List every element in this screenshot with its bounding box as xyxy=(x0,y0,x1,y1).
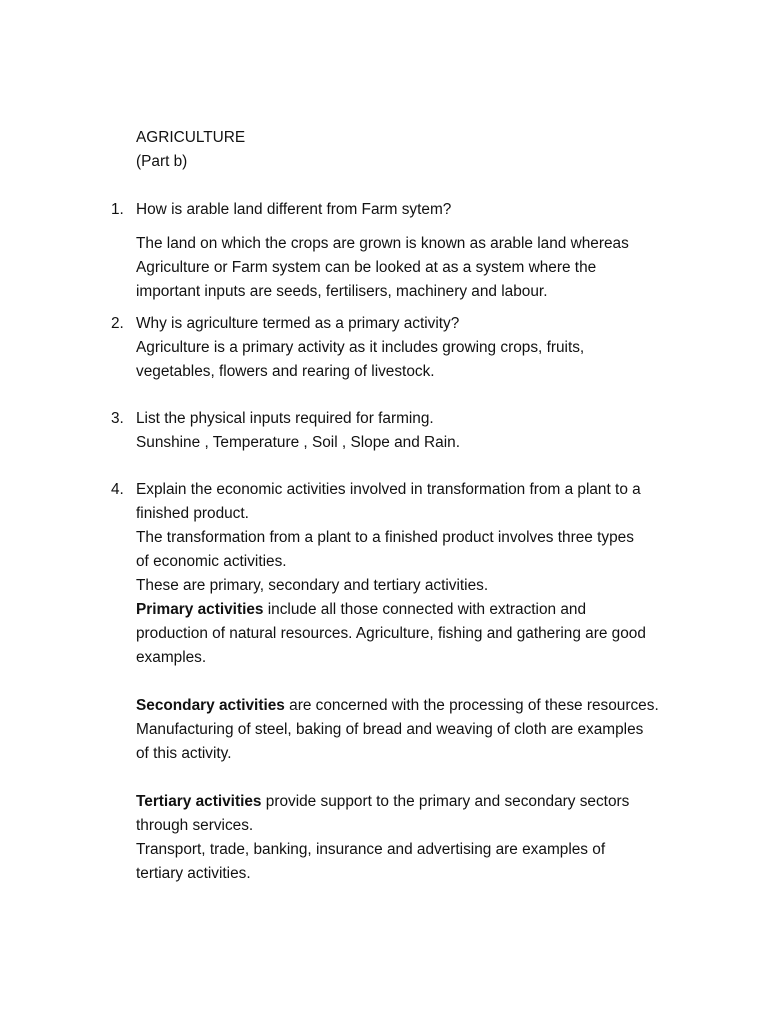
primary-activities-text: include all those connected with extraction and xyxy=(263,601,587,618)
answer-line: Agriculture or Farm system can be looked at as a system where the xyxy=(136,259,597,276)
answer-line: The land on which the crops are grown is known as arable land whereas xyxy=(136,235,629,252)
primary-activities-term: Primary activities xyxy=(136,601,264,618)
question-text: Why is agriculture termed as a primary activity? xyxy=(136,315,460,332)
title-block xyxy=(136,126,696,174)
question-item-1 xyxy=(0,198,768,304)
answer-line: examples. xyxy=(136,649,207,666)
question-text-line: Explain the economic activities involved in transformation from a plant to a xyxy=(136,481,641,498)
question-number: 2. xyxy=(111,315,124,332)
answer-line: Sunshine , Temperature , Soil , Slope and Rain. xyxy=(136,434,460,451)
secondary-activities-text: are concerned with the processing of these resources. xyxy=(284,697,659,714)
answer-line: The transformation from a plant to a finished product involves three types xyxy=(136,529,634,546)
question-list xyxy=(0,198,768,886)
answer-line: through services. xyxy=(136,817,254,834)
question-item-2 xyxy=(0,312,768,384)
answer-line: of economic activities. xyxy=(136,553,287,570)
question-number: 1. xyxy=(111,201,124,218)
secondary-activities-term: Secondary activities xyxy=(136,697,285,714)
answer-line: vegetables, flowers and rearing of livestock. xyxy=(136,363,435,380)
question-item-4 xyxy=(0,478,768,886)
secondary-activities-paragraph xyxy=(136,694,684,718)
question-number: 3. xyxy=(111,410,124,427)
answer-line: Agriculture is a primary activity as it includes growing crops, fruits, xyxy=(136,339,585,356)
answer-line: Transport, trade, banking, insurance and advertising are examples of xyxy=(136,841,606,858)
document-title: AGRICULTURE xyxy=(136,129,246,146)
spacer xyxy=(136,222,684,232)
spacer xyxy=(136,670,684,694)
question-item-3 xyxy=(0,407,768,455)
document-subtitle: (Part b) xyxy=(136,153,188,170)
spacer xyxy=(136,766,684,790)
answer-line: These are primary, secondary and tertiary activities. xyxy=(136,577,489,594)
tertiary-activities-text: provide support to the primary and secondary sectors xyxy=(261,793,630,810)
primary-activities-paragraph xyxy=(136,598,684,622)
answer-line: of this activity. xyxy=(136,745,232,762)
question-text: List the physical inputs required for farming. xyxy=(136,410,434,427)
question-text: How is arable land different from Farm sytem? xyxy=(136,201,452,218)
question-number: 4. xyxy=(111,481,124,498)
answer-line: tertiary activities. xyxy=(136,865,251,882)
tertiary-activities-paragraph xyxy=(136,790,684,814)
tertiary-activities-term: Tertiary activities xyxy=(136,793,262,810)
question-text-line: finished product. xyxy=(136,505,249,522)
answer-line: production of natural resources. Agriculture, fishing and gathering are good xyxy=(136,625,646,642)
answer-line: important inputs are seeds, fertilisers, machinery and labour. xyxy=(136,283,548,300)
answer-line: Manufacturing of steel, baking of bread and weaving of cloth are examples xyxy=(136,721,644,738)
